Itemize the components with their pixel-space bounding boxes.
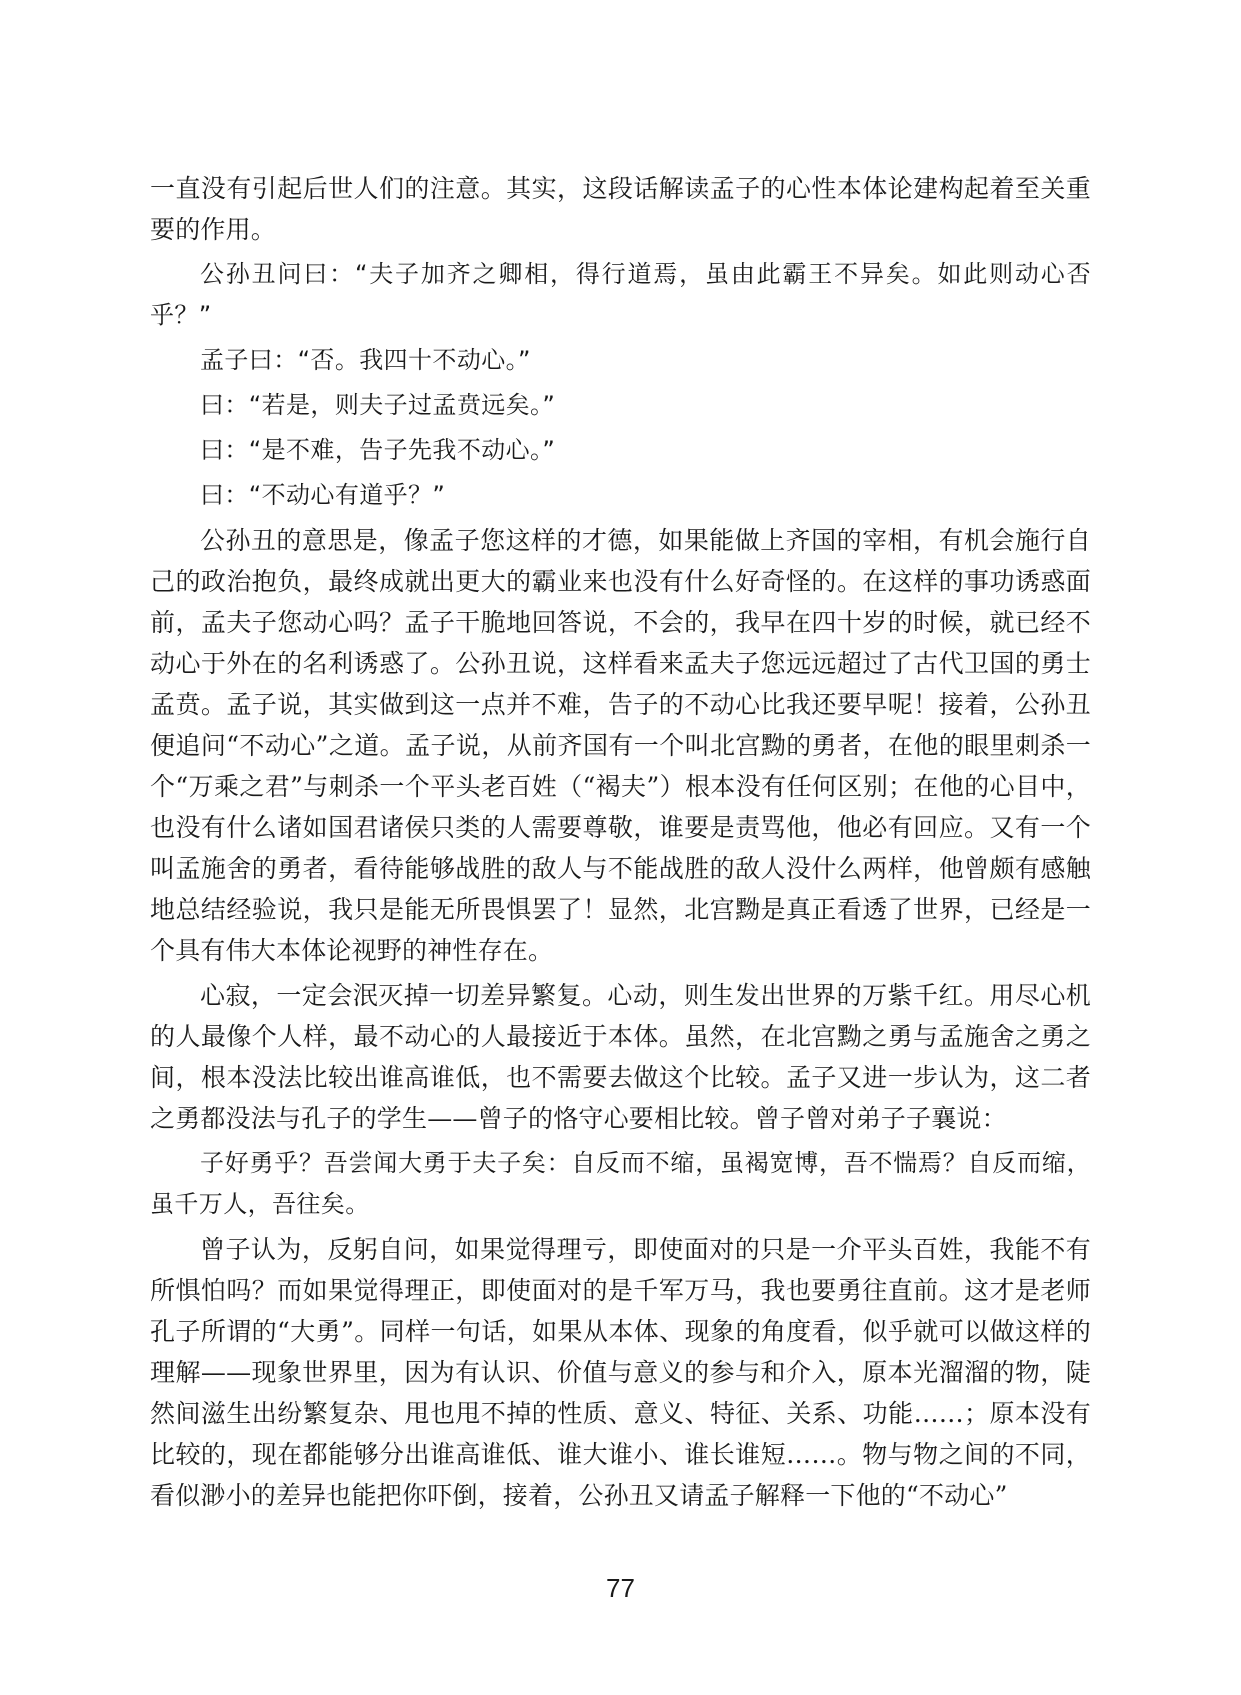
paragraph-intro: 一直没有引起后世人们的注意。其实，这段话解读孟子的心性本体论建构起着至关重要的作用。 [150, 174, 1091, 244]
quote-gongsun-chou-question: 公孙丑问曰：“夫子加齐之卿相，得行道焉，虽由此霸王不异矣。如此则动心否乎？” [150, 260, 1091, 329]
page-body [150, 168, 1091, 1516]
quote-reply-meng-ben: 曰：“若是，则夫子过孟贲远矣。” [200, 391, 556, 419]
quote-question-way: 曰：“不动心有道乎？” [200, 481, 446, 509]
quote-reply-gaozi: 曰：“是不难，告子先我不动心。” [200, 436, 556, 464]
quote-mencius-reply: 孟子曰：“否。我四十不动心。” [200, 346, 531, 374]
quote-zengzi: 子好勇乎？吾尝闻大勇于夫子矣：自反而不缩，虽褐宽博，吾不惴焉？自反而缩，虽千万人，吾往矣。 [150, 1149, 1091, 1218]
page-number: 77 [606, 1573, 635, 1603]
paragraph-heart-stillness: 心寂，一定会泯灭掉一切差异繁复。心动，则生发出世界的万紫千红。用尽心机的人最像个人样，最不动心的人最接近于本体。虽然，在北宫黝之勇与孟施舍之勇之间，根本没法比较出谁高谁低，也不需要去做这个比较。孟子又进一步认为，这二者之勇都没法与孔子的学生——曾子的恪守心要相比较。曾子曾对弟子子襄说： [150, 981, 1091, 1133]
paragraph-zengzi-commentary: 曾子认为，反躬自问，如果觉得理亏，即使面对的只是一介平头百姓，我能不有所惧怕吗？而如果觉得理正，即使面对的是千军万马，我也要勇往直前。这才是老师孔子所谓的“大勇”。同样一句话，如果从本体、现象的角度看，似乎就可以做这样的理解——现象世界里，因为有认识、价值与意义的参与和介入，原本光溜溜的物，陡然间滋生出纷繁复杂、甩也甩不掉的性质、意义、特征、关系、功能……；原本没有比较的，现在都能够分出谁高谁低、谁大谁小、谁长谁短……。物与物之间的不同，看似渺小的差异也能把你吓倒，接着，公孙丑又请孟子解释一下他的“不动心” [150, 1235, 1091, 1510]
paragraph-explanation: 公孙丑的意思是，像孟子您这样的才德，如果能做上齐国的宰相，有机会施行自己的政治抱负，最终成就出更大的霸业来也没有什么好奇怪的。在这样的事功诱惑面前，孟夫子您动心吗？孟子干脆地回答说，不会的，我早在四十岁的时候，就已经不动心于外在的名利诱惑了。公孙丑说，这样看来孟夫子您远远超过了古代卫国的勇士孟贲。孟子说，其实做到这一点并不难，告子的不动心比我还要早呢！接着，公孙丑便追问“不动心”之道。孟子说，从前齐国有一个叫北宫黝的勇者，在他的眼里刺杀一个“万乘之君”与刺杀一个平头老百姓（“褐夫”）根本没有任何区别；在他的心目中，也没有什么诸如国君诸侯只类的人需要尊敬，谁要是责骂他，他必有回应。又有一个叫孟施舍的勇者，看待能够战胜的敌人与不能战胜的敌人没什么两样，他曾颇有感触地总结经验说，我只是能无所畏惧罢了！显然，北宫黝是真正看透了世界，已经是一个具有伟大本体论视野的神性存在。 [150, 526, 1091, 965]
